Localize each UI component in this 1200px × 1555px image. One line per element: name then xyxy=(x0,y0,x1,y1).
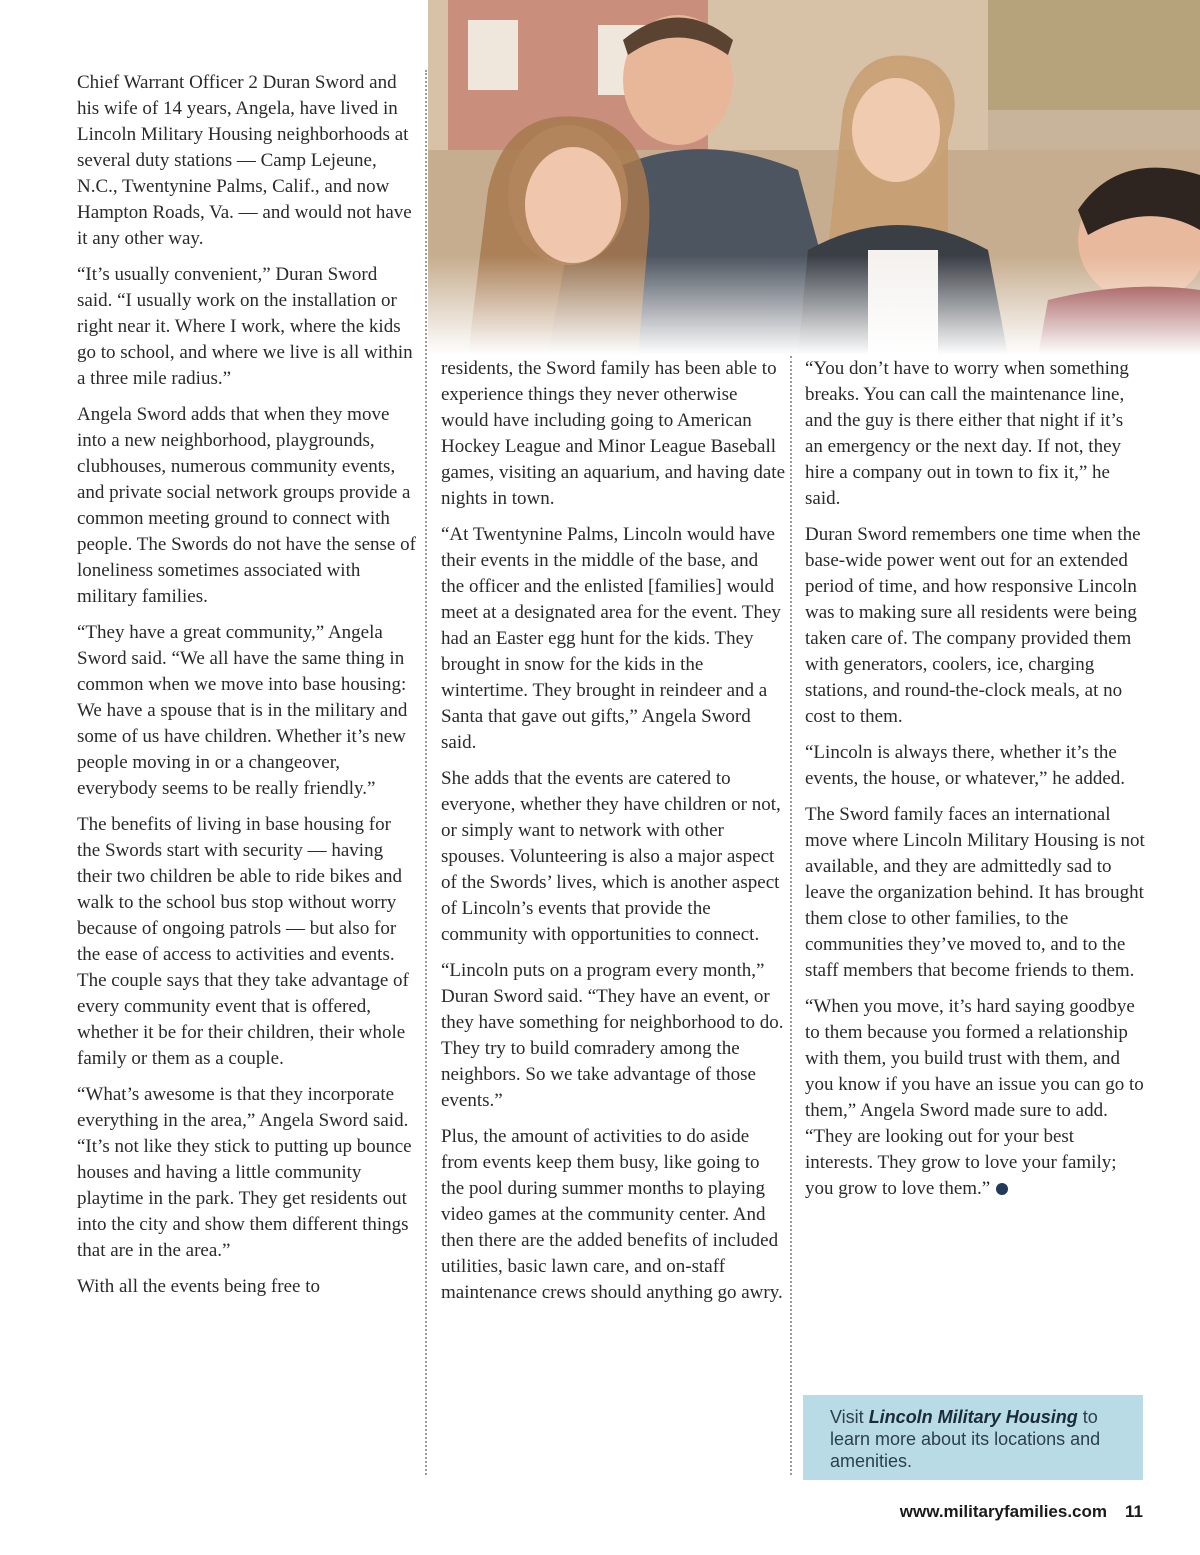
article-column-right xyxy=(805,356,1145,1212)
paragraph: The Sword family faces an international move where Lincoln Military Housing is not available, and they are admittedly sad to leave the organization behind. It has brought them close to other families, to the communities they’ve moved to, and to the staff members that become friends to them. xyxy=(805,804,1145,981)
paragraph: The benefits of living in base housing for the Swords start with security — having their two children be able to ride bikes and walk to the school bus stop without worry because of ongoing patrols — but also for the ease of access to activities and events. The couple says that they take advantage of every community event that is offered, whether it be for their children, their whole family or them as a couple. xyxy=(77,814,409,1069)
family-photo-illustration xyxy=(428,0,1200,355)
promo-suffix: to learn more about its locations and amenities. xyxy=(830,1407,1101,1471)
column-divider-right xyxy=(790,356,792,1475)
paragraph: She adds that the events are catered to everyone, whether they have children or not, or simply want to network with other spouses. Volunteering is also a major aspect of the Swords’ lives, which is another aspect of Lincoln’s events that provide the community with opportunities to connect. xyxy=(441,768,781,945)
paragraph: “Lincoln puts on a program every month,” Duran Sword said. “They have an event, or they have something for neighborhood to do. They try to build comradery among the neighbors. So we take advantage of those events.” xyxy=(441,960,784,1111)
paragraph: Chief Warrant Officer 2 Duran Sword and his wife of 14 years, Angela, have lived in Lincoln Military Housing neighborhoods at several duty stations — Camp Lejeune, N.C., Twentynine Palms, Calif., and now Hampton Roads, Va. — and would not have it any other way. xyxy=(77,72,412,249)
family-photo xyxy=(428,0,1200,355)
column-divider-left xyxy=(425,70,427,1475)
paragraph: “They have a great community,” Angela Sword said. “We all have the same thing in common when we move into base housing: We have a spouse that is in the military and some of us have children. Whether it’s new people moving in or a changeover, everybody seems to be really friendly.” xyxy=(77,622,408,799)
paragraph: Plus, the amount of activities to do aside from events keep them busy, like going to the pool during summer months to playing video games at the community center. And then there are the added benefits of included utilities, basic lawn care, and on-staff maintenance crews should anything go awry. xyxy=(441,1126,783,1303)
paragraph: “It’s usually convenient,” Duran Sword said. “I usually work on the installation or right near it. Where I work, where the kids go to school, and where we live is all within a three mile radius.” xyxy=(77,264,413,389)
paragraph: “Lincoln is always there, whether it’s the events, the house, or whatever,” he added. xyxy=(805,742,1126,789)
paragraph: With all the events being free to xyxy=(77,1276,320,1297)
article-column-left xyxy=(77,70,417,1310)
paragraph: “What’s awesome is that they incorporate everything in the area,” Angela Sword said. “It’s not like they stick to putting up bounce houses and having a little community playtime in the park. They get residents out into the city and show them different things that are in the area.” xyxy=(77,1084,412,1261)
paragraph: Duran Sword remembers one time when the base-wide power went out for an extended period of time, and how responsive Lincoln was to making sure all residents were being taken care of. The company provided them with generators, coolers, ice, charging stations, and round-the-clock meals, at no cost to them. xyxy=(805,524,1141,727)
website-url[interactable]: www.militaryfamilies.com xyxy=(899,1502,1108,1521)
last-paragraph xyxy=(805,994,1145,1202)
paragraph: “At Twentynine Palms, Lincoln would have their events in the middle of the base, and the officer and the enlisted [families] would meet at a designated area for the event. They had an Easter egg hunt for the kids. They brought in snow for the kids in the wintertime. They brought in reindeer and a Santa that gave out gifts,” Angela Sword said. xyxy=(441,524,781,753)
promo-box xyxy=(803,1395,1143,1480)
end-of-article-bullet-icon xyxy=(996,1183,1008,1195)
paragraph-text: “When you move, it’s hard saying goodbye to them because you formed a relationship with them, you build trust with them, and you know if you have an issue you can go to them,” Angela Sword made sure to add. “They are looking out for your best interests. They grow to love your family; you grow to love them.” xyxy=(805,996,1144,1199)
page-number: 11 xyxy=(1125,1502,1143,1521)
paragraph: Angela Sword adds that when they move into a new neighborhood, playgrounds, clubhouses, numerous community events, and private social network groups provide a common meeting ground to connect with people. The Swords do not have the sense of loneliness sometimes associated with military families. xyxy=(77,404,416,607)
paragraph: residents, the Sword family has been able to experience things they never otherwise would have including going to American Hockey League and Minor League Baseball games, visiting an aquarium, and having date nights in town. xyxy=(441,358,786,509)
promo-prefix: Visit xyxy=(830,1407,869,1427)
article-column-middle xyxy=(441,356,786,1316)
lincoln-military-housing-link[interactable]: Lincoln Military Housing xyxy=(868,1407,1078,1427)
page-footer xyxy=(900,1502,1143,1522)
paragraph: “You don’t have to worry when something breaks. You can call the maintenance line, and the guy is there either that night if it’s an emergency or the next day. If not, they hire a company out in town to fix it,” he said. xyxy=(805,358,1129,509)
